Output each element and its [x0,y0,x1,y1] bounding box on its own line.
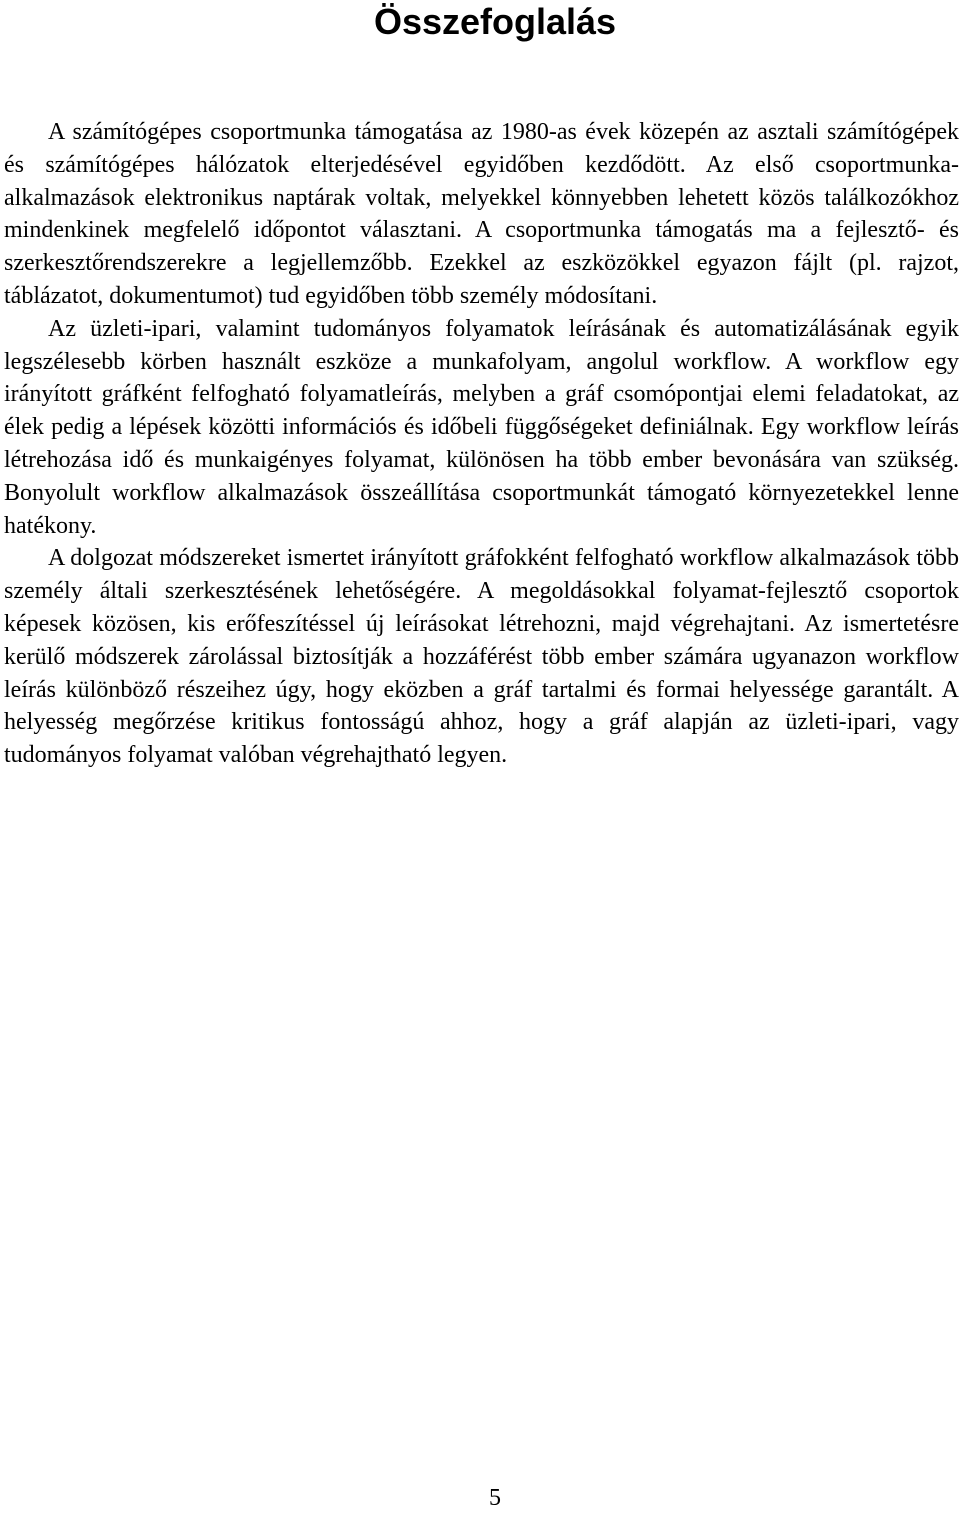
page-number: 5 [489,1485,501,1511]
paragraph-1: A számítógépes csoportmunka támogatása az 1980-as évek közepén az asztali számítógépek és számítógépes hálózatok elterjedésével egyidőben kezdődött. Az első csoportmunka-alkalmazások elektronikus naptárak voltak, melyekkel könnyebben lehetett közös találkozókhoz mindenkinek megfelelő időpontot választani. A csoportmunka támogatás ma a fejlesztő- és szerkesztőrendszerekre a legjellemzőbb. Ezekkel az eszközökkel egyazon fájlt (pl. rajzot, táblázatot, dokumentumot) tud egyidőben több személy módosítani. [4,119,959,309]
paragraph-2: Az üzleti-ipari, valamint tudományos folyamatok leírásának és automatizálásának egyik legszélesebb körben használt eszköze a munkafolyam, angolul workflow. A workflow egy irányított gráfként felfogható folyamatleírás, melyben a gráf csomópontjai elemi feladatokat, az élek pedig a lépések közötti információs és időbeli függőségeket definiálnak. Egy workflow leírás létrehozása idő és munkaigényes folyamat, különösen ha több ember bevonására van szükség. Bonyolult workflow alkalmazások összeállítása csoportmunkát támogató környezetekkel lenne hatékony. [4,315,959,539]
summary-body [4,116,959,772]
paragraph-3: A dolgozat módszereket ismertet irányított gráfokként felfogható workflow alkalmazások több személy általi szerkesztésének lehetőségére. A megoldásokkal folyamat-fejlesztő csoportok képesek közösen, kis erőfeszítéssel új leírásokat létrehozni, majd végrehajtani. Az ismertetésre kerülő módszerek zárolással biztosítják a hozzáférést több ember számára ugyanazon workflow leírás különböző részeihez úgy, hogy eközben a gráf tartalmi és formai helyessége garantált. A helyesség megőrzése kritikus fontosságú ahhoz, hogy a gráf alapján az üzleti-ipari, vagy tudományos folyamat valóban végrehajtható legyen. [4,545,959,769]
page-title: Összefoglalás [373,1,617,42]
